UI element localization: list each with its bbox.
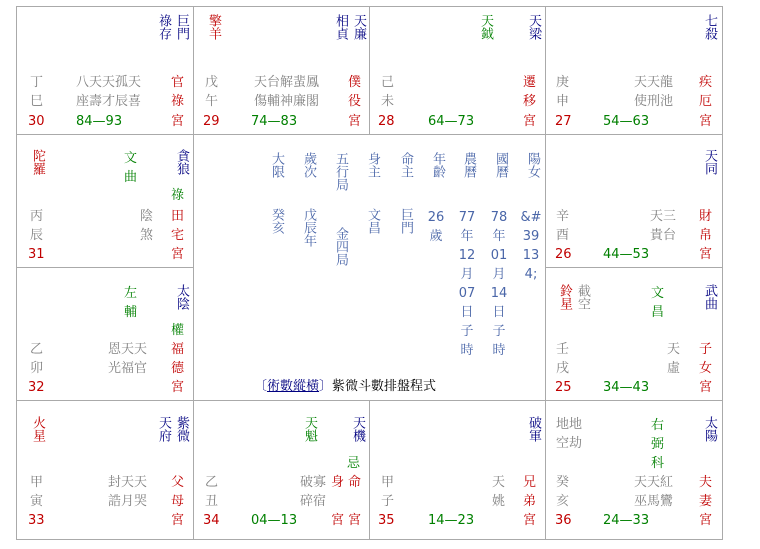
minor-stars-1: 恩天天 [108,342,148,357]
minor-stars-1: 天天龍 [634,75,674,90]
grid-line [369,6,370,134]
star-lianzhen: 天廉 [351,14,366,40]
grid-line [16,6,723,7]
decade-range: 14—23 [428,513,475,528]
star-dikong-dijie-2: 空劫 [556,436,583,451]
minor-stars-1: 天台解蜚鳳 [254,75,320,90]
palace-name-2: 妻 [699,494,713,509]
stem: 己 [381,75,395,90]
footer-bracket[interactable]: 〔術數縱橫〕 [254,379,333,394]
stem: 丁 [30,75,44,90]
palace-name-3: 宮 [171,114,185,129]
star-pojun: 破軍 [526,416,541,442]
footer-credit [254,378,436,396]
stem: 癸 [556,475,570,490]
minor-stars-2: 煞 [140,228,154,243]
star-taiyang: 太陽 [702,416,717,442]
palace-name-3: 宮 [171,380,185,395]
palace-number: 29 [203,114,220,129]
palace-name-2: 帛 [699,228,713,243]
palace-number: 30 [28,114,45,129]
star-huoxing: 火星 [30,416,45,442]
star-wenchang: 文 昌 [651,286,665,320]
stem: 辛 [556,209,570,224]
palace-name-2: 德 [171,361,185,376]
minor-stars-2: 貴台 [650,228,677,243]
star-tiankui: 天魁 [302,416,317,442]
star-tianxiang: 相貞 [333,14,348,40]
branch: 未 [381,94,395,109]
body-palace-marker: 身 [331,475,345,490]
palace-number: 26 [555,247,572,262]
value-guoli: 78 年 01 月 14 日 子 時 [490,210,508,358]
grid-line [16,400,723,401]
star-zuofu: 左 輔 [124,286,138,320]
grid-line [193,6,194,539]
label-yangnu: 陽女 [525,152,540,178]
minor-stars-1: 破寡 [300,475,327,490]
decade-range: 84—93 [76,114,123,129]
decade-range: 64—73 [428,114,475,129]
palace-number: 34 [203,513,220,528]
palace-name-3: 宮 [523,114,537,129]
stem: 甲 [381,475,395,490]
branch: 巳 [30,94,44,109]
grid-line [722,6,723,539]
palace-name-1: 遷 [523,75,537,90]
value-nongli: 77 年 12 月 07 日 子 時 [458,210,476,358]
star-tianfu: 天府 [156,416,171,442]
palace-name-1: 夫 [699,475,713,490]
minor-stars-1: 天天紅 [634,475,674,490]
minor-stars-2: 碎宿 [300,494,327,509]
palace-name-2: 女 [699,361,713,376]
value-suici: 戊辰年 [301,208,316,247]
value-daxian: 癸亥 [269,208,284,234]
decade-range: 34—43 [603,380,650,395]
stem: 戊 [205,75,219,90]
label-mingzhu: 命主 [398,152,413,178]
star-tuoluo: 陀羅 [30,149,45,175]
label-shenzhu: 身主 [365,152,380,178]
palace-name-3: 宮 [699,380,713,395]
palace-name-1: 命 [348,475,362,490]
grid-line [16,6,17,539]
palace-name-1: 僕 [348,75,362,90]
star-wuqu: 武曲 [702,284,717,310]
star-ziwei: 紫微 [174,416,189,442]
stem: 甲 [30,475,44,490]
branch: 戌 [556,361,570,376]
star-wenqu: 文 曲 [124,151,138,185]
minor-stars-2: 誥月哭 [108,494,148,509]
palace-number: 32 [28,380,45,395]
palace-name-1: 父 [171,475,185,490]
star-dikong-dijie-1: 地地 [556,417,583,432]
palace-name-1: 官 [171,75,185,90]
palace-number: 31 [28,247,45,262]
label-wuxingju: 五行局 [333,152,348,191]
palace-name-2: 母 [171,494,185,509]
stem: 庚 [556,75,570,90]
palace-name-1: 田 [171,209,185,224]
palace-name-1: 兄 [523,475,537,490]
stem: 壬 [556,342,570,357]
palace-name-1: 疾 [699,75,713,90]
value-mingzhu: 巨門 [398,208,413,234]
minor-stars-2: 座壽才辰喜 [76,94,142,109]
label-nianling: 年齡 [430,152,445,178]
palace-name-3: 宮 [171,247,185,262]
decade-range: 54—63 [603,114,650,129]
palace-name-2: 厄 [699,94,713,109]
star-jumen: 巨門 [174,14,189,40]
palace-name-2: 役 [348,94,362,109]
star-lucun: 祿存 [156,14,171,40]
star-tanlang: 貪狼 [174,149,189,175]
branch: 午 [205,94,219,109]
palace-name-3: 宮 [348,114,362,129]
minor-stars-2: 光福官 [108,361,148,376]
star-tiantong: 天同 [702,149,717,175]
palace-name-3: 宮 [523,513,537,528]
star-jiekong: 截空 [575,284,590,310]
minor-stars-1: 天 [492,475,506,490]
palace-name-3: 宮 [699,247,713,262]
palace-name-1: 子 [699,342,713,357]
palace-name-2: 宮 [331,513,345,528]
palace-number: 27 [555,114,572,129]
palace-name-3: 宮 [348,513,362,528]
label-suici: 歲次 [301,152,316,178]
minor-stars-1: 封天天 [108,475,148,490]
grid-line [369,400,370,539]
label-nongli: 農曆 [461,152,476,178]
branch: 丑 [205,494,219,509]
palace-name-2: 祿 [171,94,185,109]
palace-name-3: 宮 [171,513,185,528]
branch: 亥 [556,494,570,509]
grid-line [16,539,723,540]
star-tianji: 天機 [350,416,365,442]
minor-stars-2: 使刑池 [634,94,674,109]
palace-name-3: 宮 [699,513,713,528]
grid-line [545,6,546,539]
palace-name-1: 財 [699,209,713,224]
minor-stars-1: 陰 [140,209,154,224]
value-shenzhu: 文昌 [365,208,380,234]
decade-range: 24—33 [603,513,650,528]
decade-range: 04—13 [251,513,298,528]
grid-line [16,267,194,268]
branch: 辰 [30,228,44,243]
star-qisha: 七殺 [702,14,717,40]
palace-number: 36 [555,513,572,528]
minor-stars-2: 傷輔神廉閣 [254,94,320,109]
branch: 寅 [30,494,44,509]
palace-name-2: 宅 [171,228,185,243]
branch: 子 [381,494,395,509]
palace-name-2: 弟 [523,494,537,509]
sihua-quan: 權 [171,323,185,338]
footer-program-title: 紫微斗數排盤程式 [332,379,437,394]
decade-range: 74—83 [251,114,298,129]
palace-number: 25 [555,380,572,395]
label-daxian: 大限 [269,152,284,178]
branch: 申 [556,94,570,109]
stem: 丙 [30,209,44,224]
value-nianling: 26 歲 [427,210,445,244]
star-qingyang: 擎羊 [206,14,221,40]
palace-number: 33 [28,513,45,528]
minor-stars-2: 巫馬鸞 [634,494,674,509]
minor-stars-1: 天三 [650,209,677,224]
palace-name-3: 宮 [699,114,713,129]
star-tianyue: 天鉞 [478,14,493,40]
grid-line [545,267,723,268]
palace-number: 35 [378,513,395,528]
stem: 乙 [30,342,44,357]
label-guoli: 國曆 [493,152,508,178]
minor-stars-1: 八天天孤天 [76,75,142,90]
stem: 乙 [205,475,219,490]
palace-name-2: 移 [523,94,537,109]
branch: 卯 [30,361,44,376]
sihua-lu: 祿 [171,188,185,203]
decade-range: 44—53 [603,247,650,262]
grid-line [16,134,723,135]
sihua-ji: 忌 [347,456,361,471]
star-lingxing: 鈴星 [557,284,572,310]
star-youbi: 右 弼 科 [651,418,665,471]
palace-number: 28 [378,114,395,129]
palace-name-1: 福 [171,342,185,357]
minor-stars-2: 虛 [667,361,681,376]
value-wuxingju: 金四局 [333,227,348,266]
value-yangnu: &# 39 13 4; [520,210,542,282]
branch: 酉 [556,228,570,243]
minor-stars-1: 天 [667,342,681,357]
star-tianliang: 天梁 [526,14,541,40]
star-taiyin: 太陰 [174,284,189,310]
minor-stars-2: 姚 [492,494,506,509]
